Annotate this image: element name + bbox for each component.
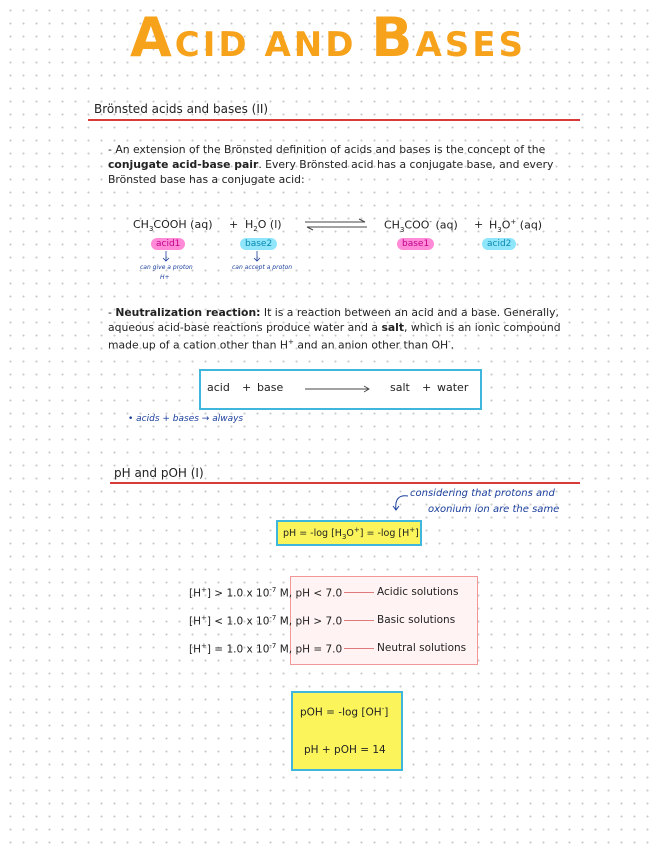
box-water: water [437,381,469,394]
plus-sign-2: + [474,218,484,231]
neutral-row: [H+] = 1.0 x $10^{-7}$ M, pH = 7.0 [189,642,343,656]
reactant-acetic-acid: $CH_3COOH$ (aq) [133,218,213,234]
page-title: ACID AND BASES [130,6,526,69]
section-divider-2 [110,482,580,484]
note-acid1: can give a proton [140,264,193,271]
label-acidic: Acidic solutions [377,586,459,598]
section-heading-ph: pH and pOH (I) [114,466,204,480]
product-acetate: $CH_3COO^-$ (aq) [384,218,458,234]
ph-formula-box [276,520,422,546]
box-salt: salt [390,381,410,394]
connector-line [344,648,374,649]
curved-arrow-icon [390,490,410,514]
tag-base1: base1 [397,238,434,250]
neutralization-paragraph: - Neutralization reaction: It is a reaction between an acid and a base. Generally, aqueous acid-base reactions produce water and a salt, which is an ionic compound made up of a cation other than H+ and an anion other than OH-. [108,306,561,352]
handwritten-note-line2: oxonium ion are the same [428,504,560,515]
conjugate-pair-term: conjugate acid-base pair [108,158,259,171]
note-base2: can accept a proton [232,264,293,271]
salt-term: salt [381,321,405,334]
section-heading-bronsted: Brönsted acids and bases (II) [94,102,269,116]
note-acid1-proton: H+ [160,274,170,281]
poh-formula: pOH = -log [OH-] [300,705,389,719]
tag-acid2: acid2 [482,238,516,250]
tag-acid1: acid1 [151,238,185,250]
handwritten-note-line1: considering that protons and [410,488,555,499]
connector-line [344,620,374,621]
ph-formula: pH = -log $[H_3O^+] = -\log$ [H+] [283,526,419,542]
product-hydronium: $H_3O^+$ (aq) [489,218,543,234]
basic-row: [H+] < 1.0 x $10^{-7}$ M, pH > 7.0 [189,614,343,628]
neutral-ph: pH = 7.0 [295,643,343,656]
box-plus-2: + [422,381,432,394]
plus-sign-1: + [229,218,239,231]
acidic-ph: pH < 7.0 [295,587,343,600]
conjugate-pair-paragraph: - An extension of the Brönsted definition of acids and bases is the concept of the conjugate acid-base pair. Every Brönsted acid has a conjugate base, and every Brönsted base has a conjugate acid: [108,143,554,186]
box-base: base [257,381,284,394]
box-acid: acid [207,381,230,394]
label-neutral: Neutral solutions [377,642,467,654]
poh-formula-box [291,691,403,771]
box-plus-1: + [242,381,252,394]
equilibrium-arrow-icon [303,218,369,232]
neutralization-term: Neutralization reaction: [115,306,261,319]
tag-base2: base2 [240,238,277,250]
neutralization-equation-box [199,369,482,410]
handwritten-note-always: • acids + bases → always [128,414,244,424]
section-divider-1 [88,119,580,121]
connector-line [344,592,374,593]
ph-poh-sum: pH + pOH = 14 [304,744,386,756]
acidic-row: [H+] > 1.0 x $10^{-7}$ M, pH < 7.0 [189,586,343,600]
reactant-water: $H_2O$ (l) [245,218,282,234]
arrow-down-icon [253,251,261,263]
arrow-right-icon [305,384,373,394]
arrow-down-icon [162,251,170,263]
label-basic: Basic solutions [377,614,456,626]
basic-ph: pH > 7.0 [295,615,343,628]
